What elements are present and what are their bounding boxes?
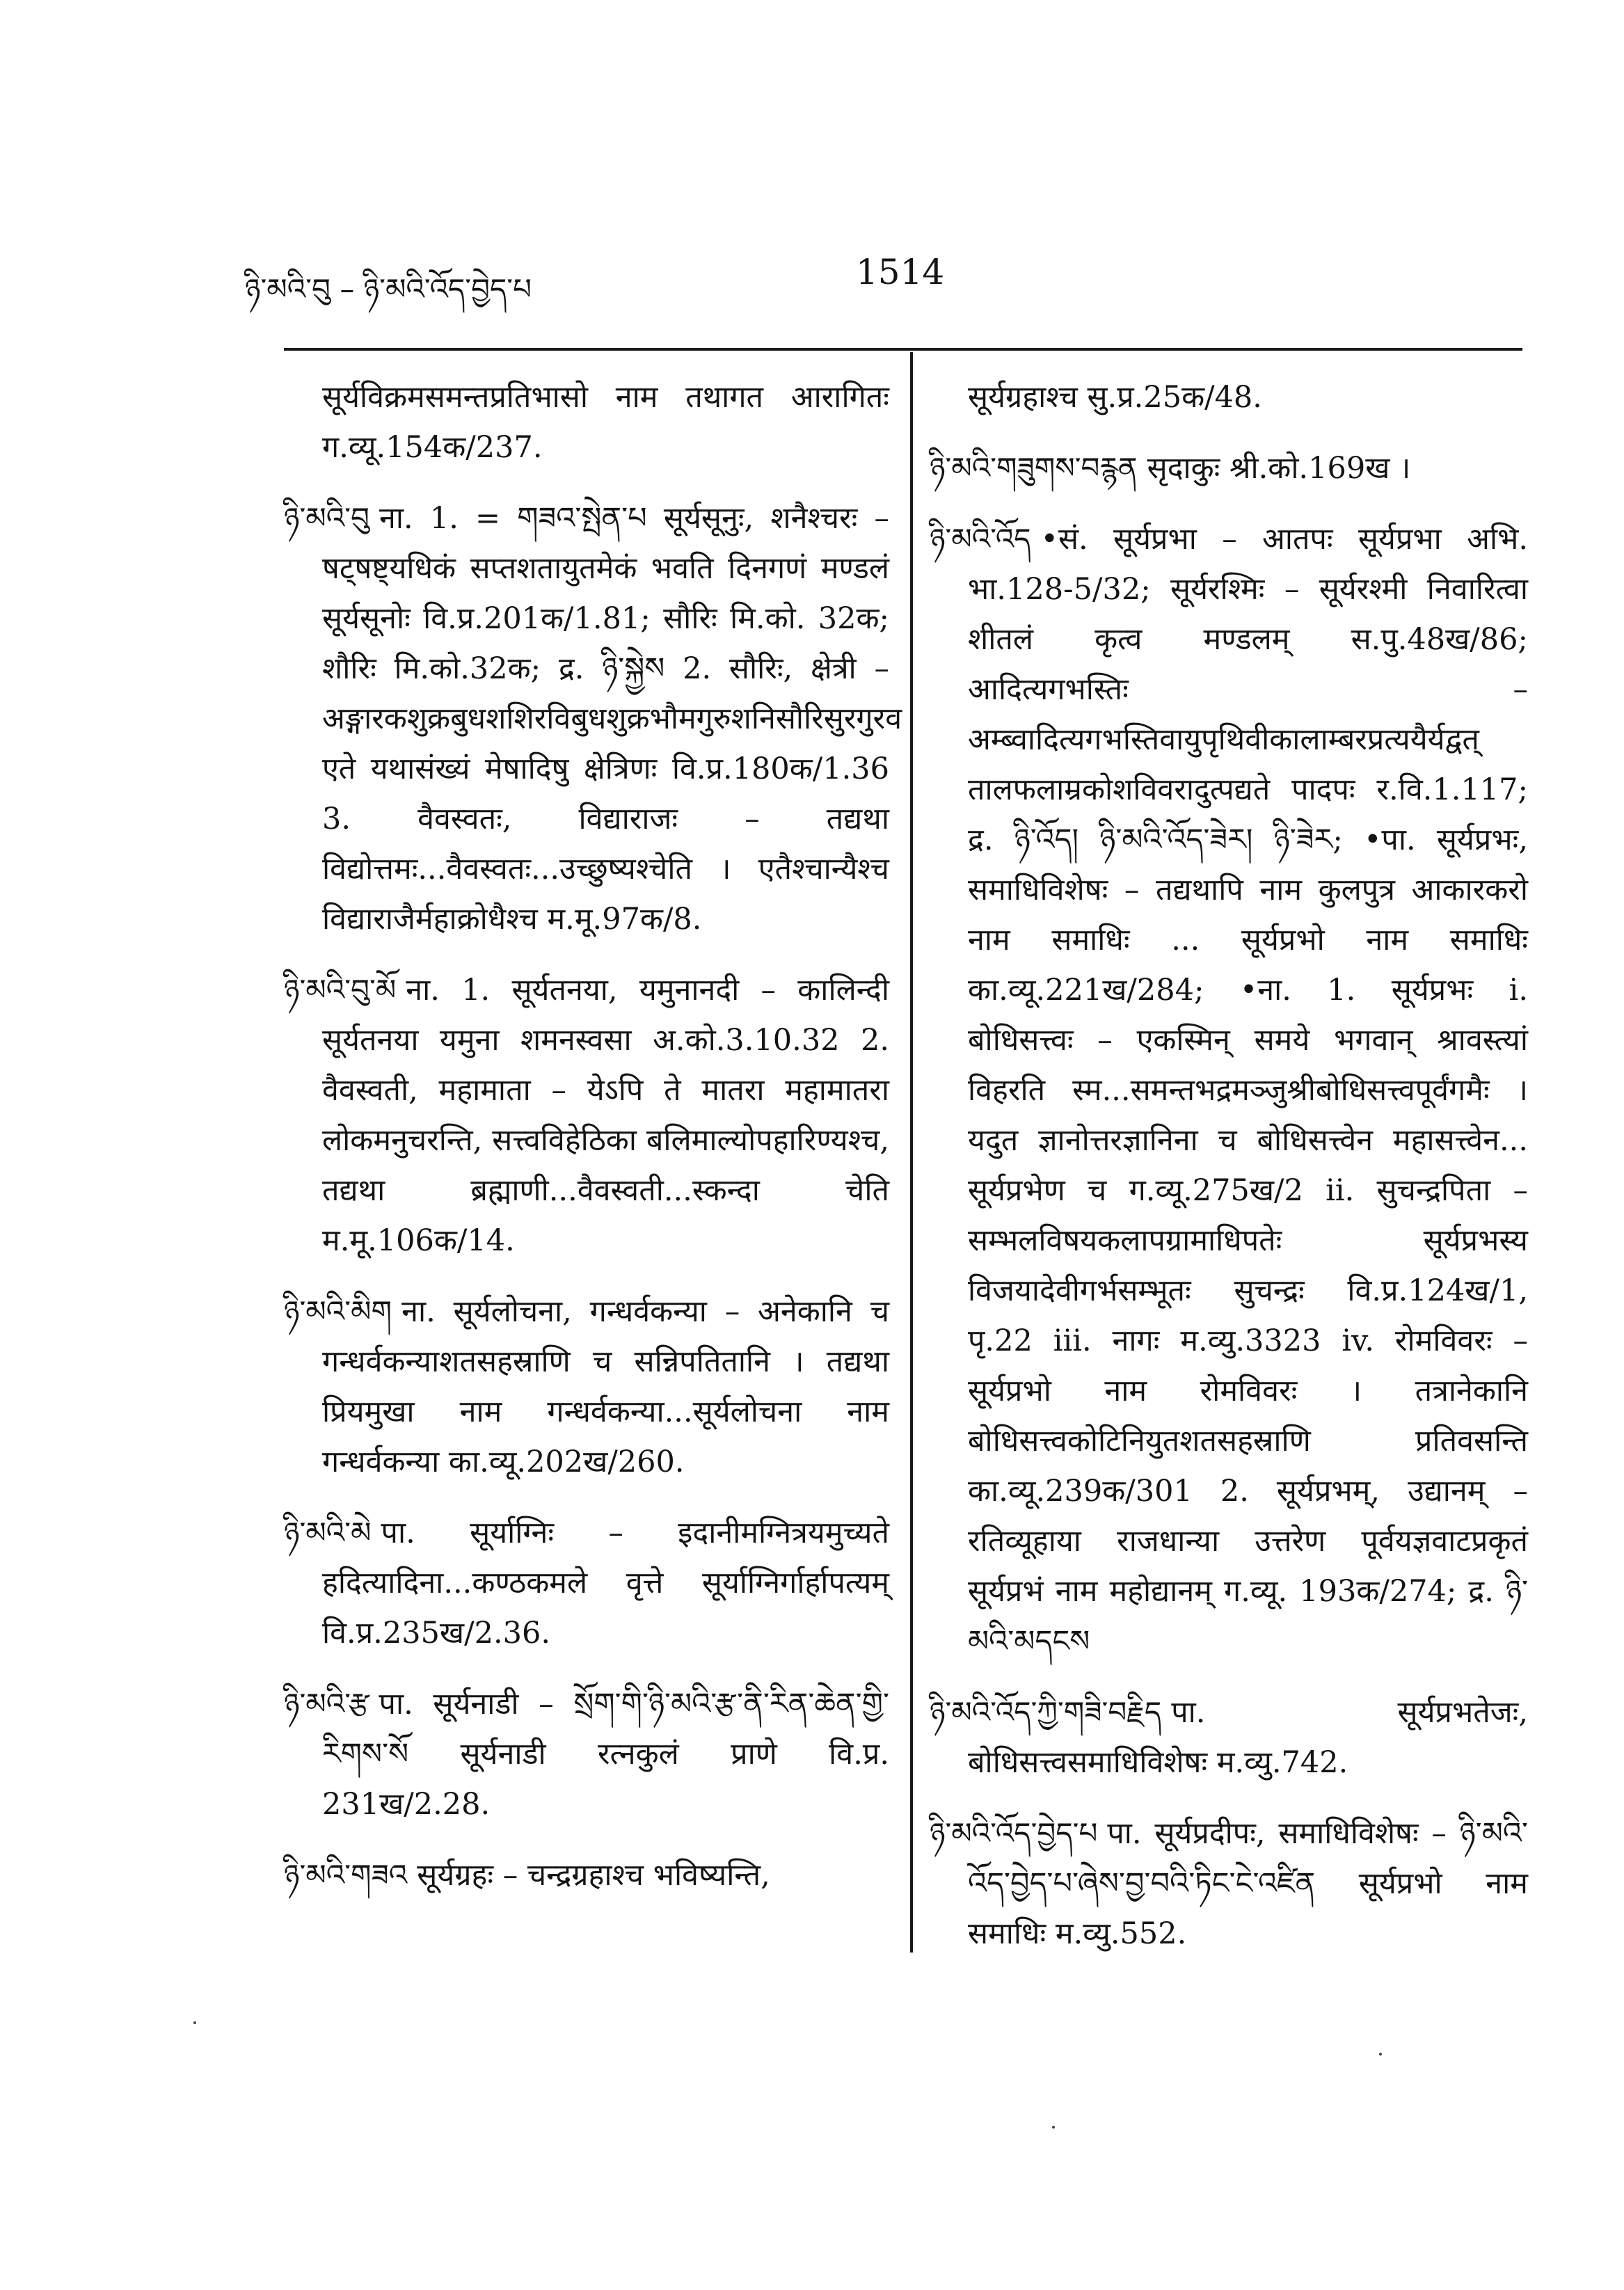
entry-text: •सं. सूर्यप्रभा – आतपः सूर्यप्रभा अभि. भा.128-5/32; सूर्यरश्मिः – सूर्यरश्मी निवारित्वा शीतलं कृत्व मण्डलम् स.पु.48ख/86; आदित्यगभस्तिः – अम्ब्वादित्यगभस्तिवायुपृथिवीकालाम्बरप्रत्ययैर्यद्वत् तालफलाम्रकोशविवरादुत्पद्यते पादपः र.वि.1.117; द्र. ཉི་འོད། ཉི་མའི་འོད་ཟེར། ཉི་ཟེར; •पा. सूर्यप्रभः, समाधिविशेषः – तद्यथापि नाम कुलपुत्र आकारकरो नाम समाधिः ... सूर्यप्रभो नाम समाधिः का.व्यू.221ख/284; •ना. 1. सूर्यप्रभः i. बोधिसत्त्वः – एकस्मिन् समये भगवान् श्रावस्त्यां विहरति स्म...समन्तभद्रमञ्जुश्रीबोधिसत्त्वपूर्वंगमैः । यदुत ज्ञानोत्तरज्ञानिना च बोधिसत्त्वेन महासत्त्वेन... सूर्यप्रभेण च ग.व्यू.275ख/2 ii. सुचन्द्रपिता – सम्भलविषयकलापग्रामाधिपतेः सूर्यप्रभस्य विजयादेवीगर्भसम्भूतः सुचन्द्रः वि.प्र.124ख/1, पृ.22 iii. नागः म.व्यु.3323 iv. रोमविवरः – सूर्यप्रभो नाम रोमविवरः । तत्रानेकानि बोधिसत्त्वकोटिनियुतशतसहस्राणि प्रतिवसन्ति का.व्यू.239क/301 2. सूर्यप्रभम्, उद्यानम् – रतिव्यूहाया राजधान्या उत्तरेण पूर्वयज्ञवाटप्रकृतं सूर्यप्रभं नाम महोद्यानम् ग.व्यू. 193क/274; द्र. ཉི་མའི་མདངས (968, 522, 1528, 1659)
entry-text: सृदाकुः श्री.को.169ख । (1147, 451, 1411, 486)
entry-text: ना. 1. सूर्यतनया, यमुनानदी – कालिन्दी सूर्यतनया यमुना शमनस्वसा अ.को.3.10.32 2. वैवस्वती, महामाता – येऽपि ते मातरा महामातरा लोकमनुचरन्ति, सत्त्वविहेठिका बलिमाल्योपहारिण्यश्च, तद्यथा ब्रह्माणी...वैवस्वती...स्कन्दा चेति म.मू.106क/14. (322, 973, 889, 1258)
dictionary-entry (284, 1679, 889, 1829)
dictionary-entry (284, 493, 902, 944)
entry-text: पा. सूर्याग्निः – इदानीमग्नित्रयमुच्यते हदित्यादिना...कण्ठकमले वृत्ते सूर्याग्निर्गार्हापत्यम् वि.प्र.235ख/2.36. (322, 1516, 889, 1651)
column-divider (910, 352, 913, 1953)
dictionary-entry (284, 965, 889, 1266)
entry-headword: ཉི་མའི་འོད་བྱེད་པ (930, 1816, 1098, 1850)
entry-text: पा. सूर्यप्रभतेजः, बोधिसत्त्वसमाधिविशेषः म.व्यु.742. (968, 1695, 1528, 1780)
entry-headword: ཉི་མའི་རྩ (284, 1687, 369, 1721)
left-column (284, 372, 902, 1921)
dictionary-entry (284, 1287, 889, 1487)
dictionary-entry (930, 372, 1528, 422)
entry-text: सूर्यग्रहाश्च सु.प्र.25क/48. (968, 380, 1262, 415)
dictionary-entry (930, 443, 1528, 493)
dictionary-entry (284, 1850, 889, 1900)
dictionary-entry (284, 1508, 889, 1658)
entry-headword: ཉི་མའི་མེ (284, 1516, 372, 1550)
entry-text: पा. सूर्यनाडी – སྲོག་གི་ཉི་མའི་རྩ་ནི་རིན་ཆེན་གྱི་རིགས་སོ सूर्यनाडी रत्नकुलं प्राणे वि.प्र. 231ख/2.28. (322, 1687, 889, 1822)
scan-speck (1379, 2053, 1382, 2056)
scan-speck (193, 2021, 196, 2024)
dictionary-entry (930, 1808, 1528, 1959)
entry-text: ना. सूर्यलोचना, गन्धर्वकन्या – अनेकानि च गन्धर्वकन्याशतसहस्राणि च सन्निपतितानि । तद्यथा प्रियमुखा नाम गन्धर्वकन्या...सूर्यलोचना नाम गन्धर्वकन्या का.व्यू.202ख/260. (322, 1294, 889, 1479)
right-column (930, 372, 1528, 1980)
page-number: 1514 (856, 252, 945, 292)
entry-headword: ཉི་མའི་བུ་མོ (284, 973, 397, 1007)
entry-headword: ཉི་མའི་འོད་ཀྱི་གཟི་བརྗིད (930, 1695, 1162, 1729)
dictionary-entry (930, 514, 1528, 1667)
entry-headword: ཉི་མའི་འོད (930, 522, 1031, 556)
entry-text: पा. सूर्यप्रदीपः, समाधिविशेषः – ཉི་མའི་འོད་བྱེད་པ་ཞེས་བྱ་བའི་ཏིང་ངེ་འཛིན सूर्यप्रभो नाम समाधिः म.व्यु.552. (968, 1816, 1528, 1951)
scan-speck (1052, 2126, 1055, 2129)
dictionary-entry (284, 372, 889, 472)
entry-headword: ཉི་མའི་གཟའ (284, 1858, 408, 1892)
entry-headword: ཉི་མའི་མིག (284, 1294, 392, 1328)
entry-text: ना. 1. = གཟའ་སྤེན་པ सूर्यसूनुः, शनैश्चरः – षट्षष्ट्यधिकं सप्तशतायुतमेकं भवति दिनगणं मण्डलं सूर्यसूनोः वि.प्र.201क/1.81; सौरिः मि.को. 32क; शौरिः मि.को.32क; द्र. ཉི་སྐྱེས 2. सौरिः, क्षेत्री – अङ्गारकशुक्रबुधशशिरविबुधशुक्रभौमगुरुशनिसौरिसुरगुरव एते यथासंख्यं मेषादिषु क्षेत्रिणः वि.प्र.180क/1.36 3. वैवस्वतः, विद्याराजः – तद्यथा विद्योत्तमः...वैवस्वतः...उच्छुष्यश्चेति । एतैश्चान्यैश्च विद्याराजैर्महाक्रोधैश्च म.मू.97क/8. (322, 501, 902, 937)
entry-headword: ཉི་མའི་བུ (284, 501, 369, 535)
entry-text: सूर्यग्रहः – चन्द्रग्रहाश्च भविष्यन्ति, (417, 1858, 770, 1893)
header-rule (284, 348, 1522, 351)
entry-text: सूर्यविक्रमसमन्तप्रतिभासो नाम तथागत आरागितः ग.व्यू.154क/237. (322, 380, 889, 465)
running-header-left: ཉི་མའི་བུ – ཉི་མའི་འོད་བྱེད་པ (245, 272, 532, 306)
dictionary-entry (930, 1687, 1528, 1788)
entry-headword: ཉི་མའི་གཟུགས་བརྙན (930, 451, 1138, 485)
